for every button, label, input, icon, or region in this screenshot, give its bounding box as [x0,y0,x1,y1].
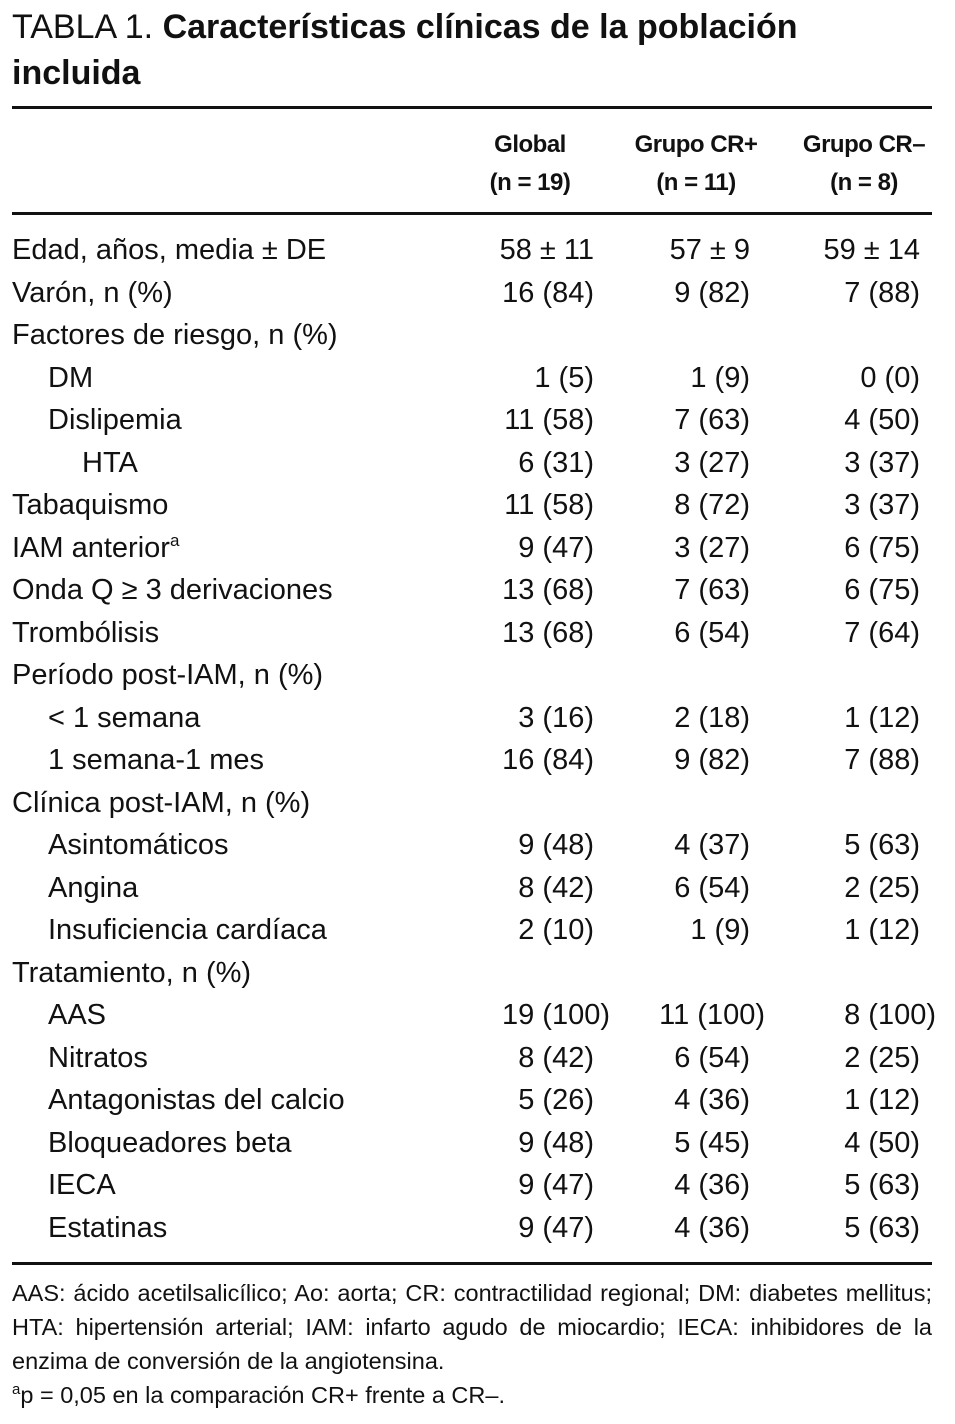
table-cell: 11 (58) [504,489,594,521]
column-header-global [440,126,620,202]
table-row [12,909,942,952]
table-cell: 11 (58) [504,404,594,436]
table-cell: 7 (64) [844,616,920,649]
table-row [12,612,942,655]
table-cell: 8 (42) [518,871,594,904]
table-cell: 2 (18) [674,701,750,734]
row-label [48,1122,291,1164]
table-cell: 3 (37) [844,489,920,521]
row-label [48,1079,345,1121]
table-row [12,739,942,782]
row-label-text: Nitratos [48,1041,148,1074]
column-header-n: (n = 19) [489,169,571,196]
table-cell: 6 (31) [518,446,594,479]
row-label [48,1037,148,1079]
table-cell: 4 (37) [674,829,750,861]
row-label [12,272,173,314]
row-label [12,612,159,654]
table-cell: 9 (48) [518,829,594,861]
table-row [12,1122,942,1165]
table-cell: 3 (27) [674,531,750,564]
table-cell: 5 (26) [518,1084,594,1116]
table-cell: 9 (47) [518,531,594,564]
row-label-text: Dislipemia [48,404,182,436]
table-cell: 5 (63) [844,829,920,861]
row-label-text: Asintomáticos [48,829,229,861]
row-label-text: Varón, n (%) [12,276,173,309]
row-label [12,527,179,569]
table-cell: 7 (63) [674,574,750,606]
row-label [48,994,106,1036]
row-label-text: IECA [48,1169,116,1201]
table-cell: 19 (100) [501,999,610,1031]
row-label-text: Factores de riesgo, n (%) [12,319,338,351]
table-row [12,357,942,400]
column-header-cr-minus [774,126,954,202]
column-header-name: Grupo CR– [802,131,926,158]
row-label [12,229,326,271]
table-cell: 6 (54) [674,616,750,649]
row-label-text: IAM anterior [12,531,170,564]
table-cell: 59 ± 14 [823,234,920,266]
row-label [12,314,338,356]
table-cell: 4 (36) [674,1211,750,1244]
table-caption: Características clínicas de la población incluida [12,8,798,92]
table-footnote [12,1276,932,1412]
table-row [12,1164,942,1207]
table-cell: 6 (54) [674,871,750,904]
footnote-note [12,1378,932,1412]
table-cell: 1 (12) [844,1084,920,1116]
row-label [48,867,138,909]
table-cell: 9 (48) [518,1126,594,1159]
row-label [48,1207,167,1249]
table-row [12,272,942,315]
table-title [12,4,932,96]
table-cell: 8 (100) [844,999,936,1031]
table-cell: 1 (12) [844,701,920,734]
bottom-rule [12,1262,932,1265]
row-label [82,442,138,484]
table-cell: 6 (54) [674,1041,750,1074]
row-label [48,1164,116,1206]
table-cell: 3 (27) [674,446,750,479]
table-cell: 16 (84) [502,276,594,309]
table-cell: 9 (82) [674,276,750,309]
header-rule [12,212,932,215]
row-label-superscript: a [169,530,180,550]
row-label [48,399,182,441]
row-label [12,782,310,824]
row-label [48,357,93,399]
table-row [12,782,942,825]
table-cell: 16 (84) [502,744,594,776]
row-label-text: Estatinas [48,1211,168,1244]
column-header-name: Global [494,131,566,158]
table-cell: 2 (25) [844,871,920,904]
table-cell: 57 ± 9 [669,234,750,266]
table-cell: 4 (36) [674,1084,750,1116]
table-row [12,952,942,995]
column-header-n: (n = 11) [656,169,736,196]
table-row [12,1037,942,1080]
table-row [12,399,942,442]
table-body [12,229,942,1249]
table-cell: 6 (75) [844,574,920,606]
row-label-text: Bloqueadores beta [48,1126,292,1159]
table-cell: 7 (63) [674,404,750,436]
table-cell: 4 (50) [844,1126,920,1159]
row-label-text: AAS [48,999,107,1031]
table-cell: 58 ± 11 [499,234,594,266]
row-label-text: Insuficiencia cardíaca [48,914,327,946]
table-cell: 11 (100) [659,999,765,1031]
row-label-text: HTA [82,446,138,479]
table-cell: 9 (82) [674,744,750,776]
table-row [12,824,942,867]
column-header-cr-plus [606,126,786,202]
table-cell: 2 (10) [518,914,594,946]
table-cell: 13 (68) [502,574,594,606]
table-cell: 1 (9) [690,914,750,946]
row-label [12,654,323,696]
row-label-text: Antagonistas del calcio [48,1084,345,1116]
table-cell: 5 (45) [674,1126,750,1159]
table-cell: 3 (16) [518,701,594,734]
table-cell: 8 (42) [518,1041,594,1074]
table-cell: 4 (50) [844,404,920,436]
row-label [12,569,333,611]
table-cell: 9 (47) [518,1169,594,1201]
table-cell: 0 (0) [860,361,920,394]
footnote-marker: a [12,1381,21,1398]
table-cell: 8 (72) [674,489,750,521]
footnote-abbreviations: AAS: ácido acetilsalicílico; Ao: aorta; CR: contractilidad regional; DM: diabetes mellitus; HTA: hipertensión arterial; IAM: infarto agudo de miocardio; IECA: inhibidores de la enzima de conversión de la angiotensina. [12,1280,932,1374]
table-row [12,229,942,272]
row-label [48,739,264,781]
table-row [12,484,942,527]
table-cell: 1 (5) [534,361,594,394]
table-cell: 1 (12) [844,914,920,946]
table-number: TABLA 1. [12,8,154,46]
row-label [12,484,168,526]
row-label-text: < 1 semana [48,701,201,734]
table-cell: 5 (63) [844,1211,920,1244]
row-label-text: 1 semana-1 mes [48,744,264,776]
table-cell: 1 (9) [690,361,750,394]
row-label-text: Angina [48,871,139,904]
table-cell: 6 (75) [844,531,920,564]
row-label-text: Período post-IAM, n (%) [12,659,324,691]
footnote-note-text: p = 0,05 en la comparación CR+ frente a CR–. [20,1382,505,1408]
table-row [12,994,942,1037]
row-label-text: Trombólisis [12,616,160,649]
row-label-text: Edad, años, media ± DE [12,234,327,266]
row-label [48,697,200,739]
table-cell: 7 (88) [844,744,920,776]
table-cell: 5 (63) [844,1169,920,1201]
row-label-text: Tratamiento, n (%) [12,956,252,989]
row-label [48,909,327,951]
table-cell: 3 (37) [844,446,920,479]
row-label-text: Clínica post-IAM, n (%) [12,786,311,819]
table-cell: 2 (25) [844,1041,920,1074]
table-row [12,314,942,357]
row-label-text: Onda Q ≥ 3 derivaciones [12,574,333,606]
table-row [12,697,942,740]
row-label-text: Tabaquismo [12,489,169,521]
table-cell: 13 (68) [502,616,594,649]
table-cell: 4 (36) [674,1169,750,1201]
top-rule [12,106,932,109]
table-cell: 9 (47) [518,1211,594,1244]
row-label [12,952,251,994]
table-row [12,442,942,485]
table-cell: 7 (88) [844,276,920,309]
row-label [48,824,229,866]
column-header-n: (n = 8) [830,169,898,196]
table-row [12,654,942,697]
table-row [12,1079,942,1122]
table-row [12,527,942,570]
table-row [12,867,942,910]
table-row [12,569,942,612]
table-row [12,1207,942,1250]
row-label-text: DM [48,361,94,394]
column-header-name: Grupo CR+ [634,131,758,158]
